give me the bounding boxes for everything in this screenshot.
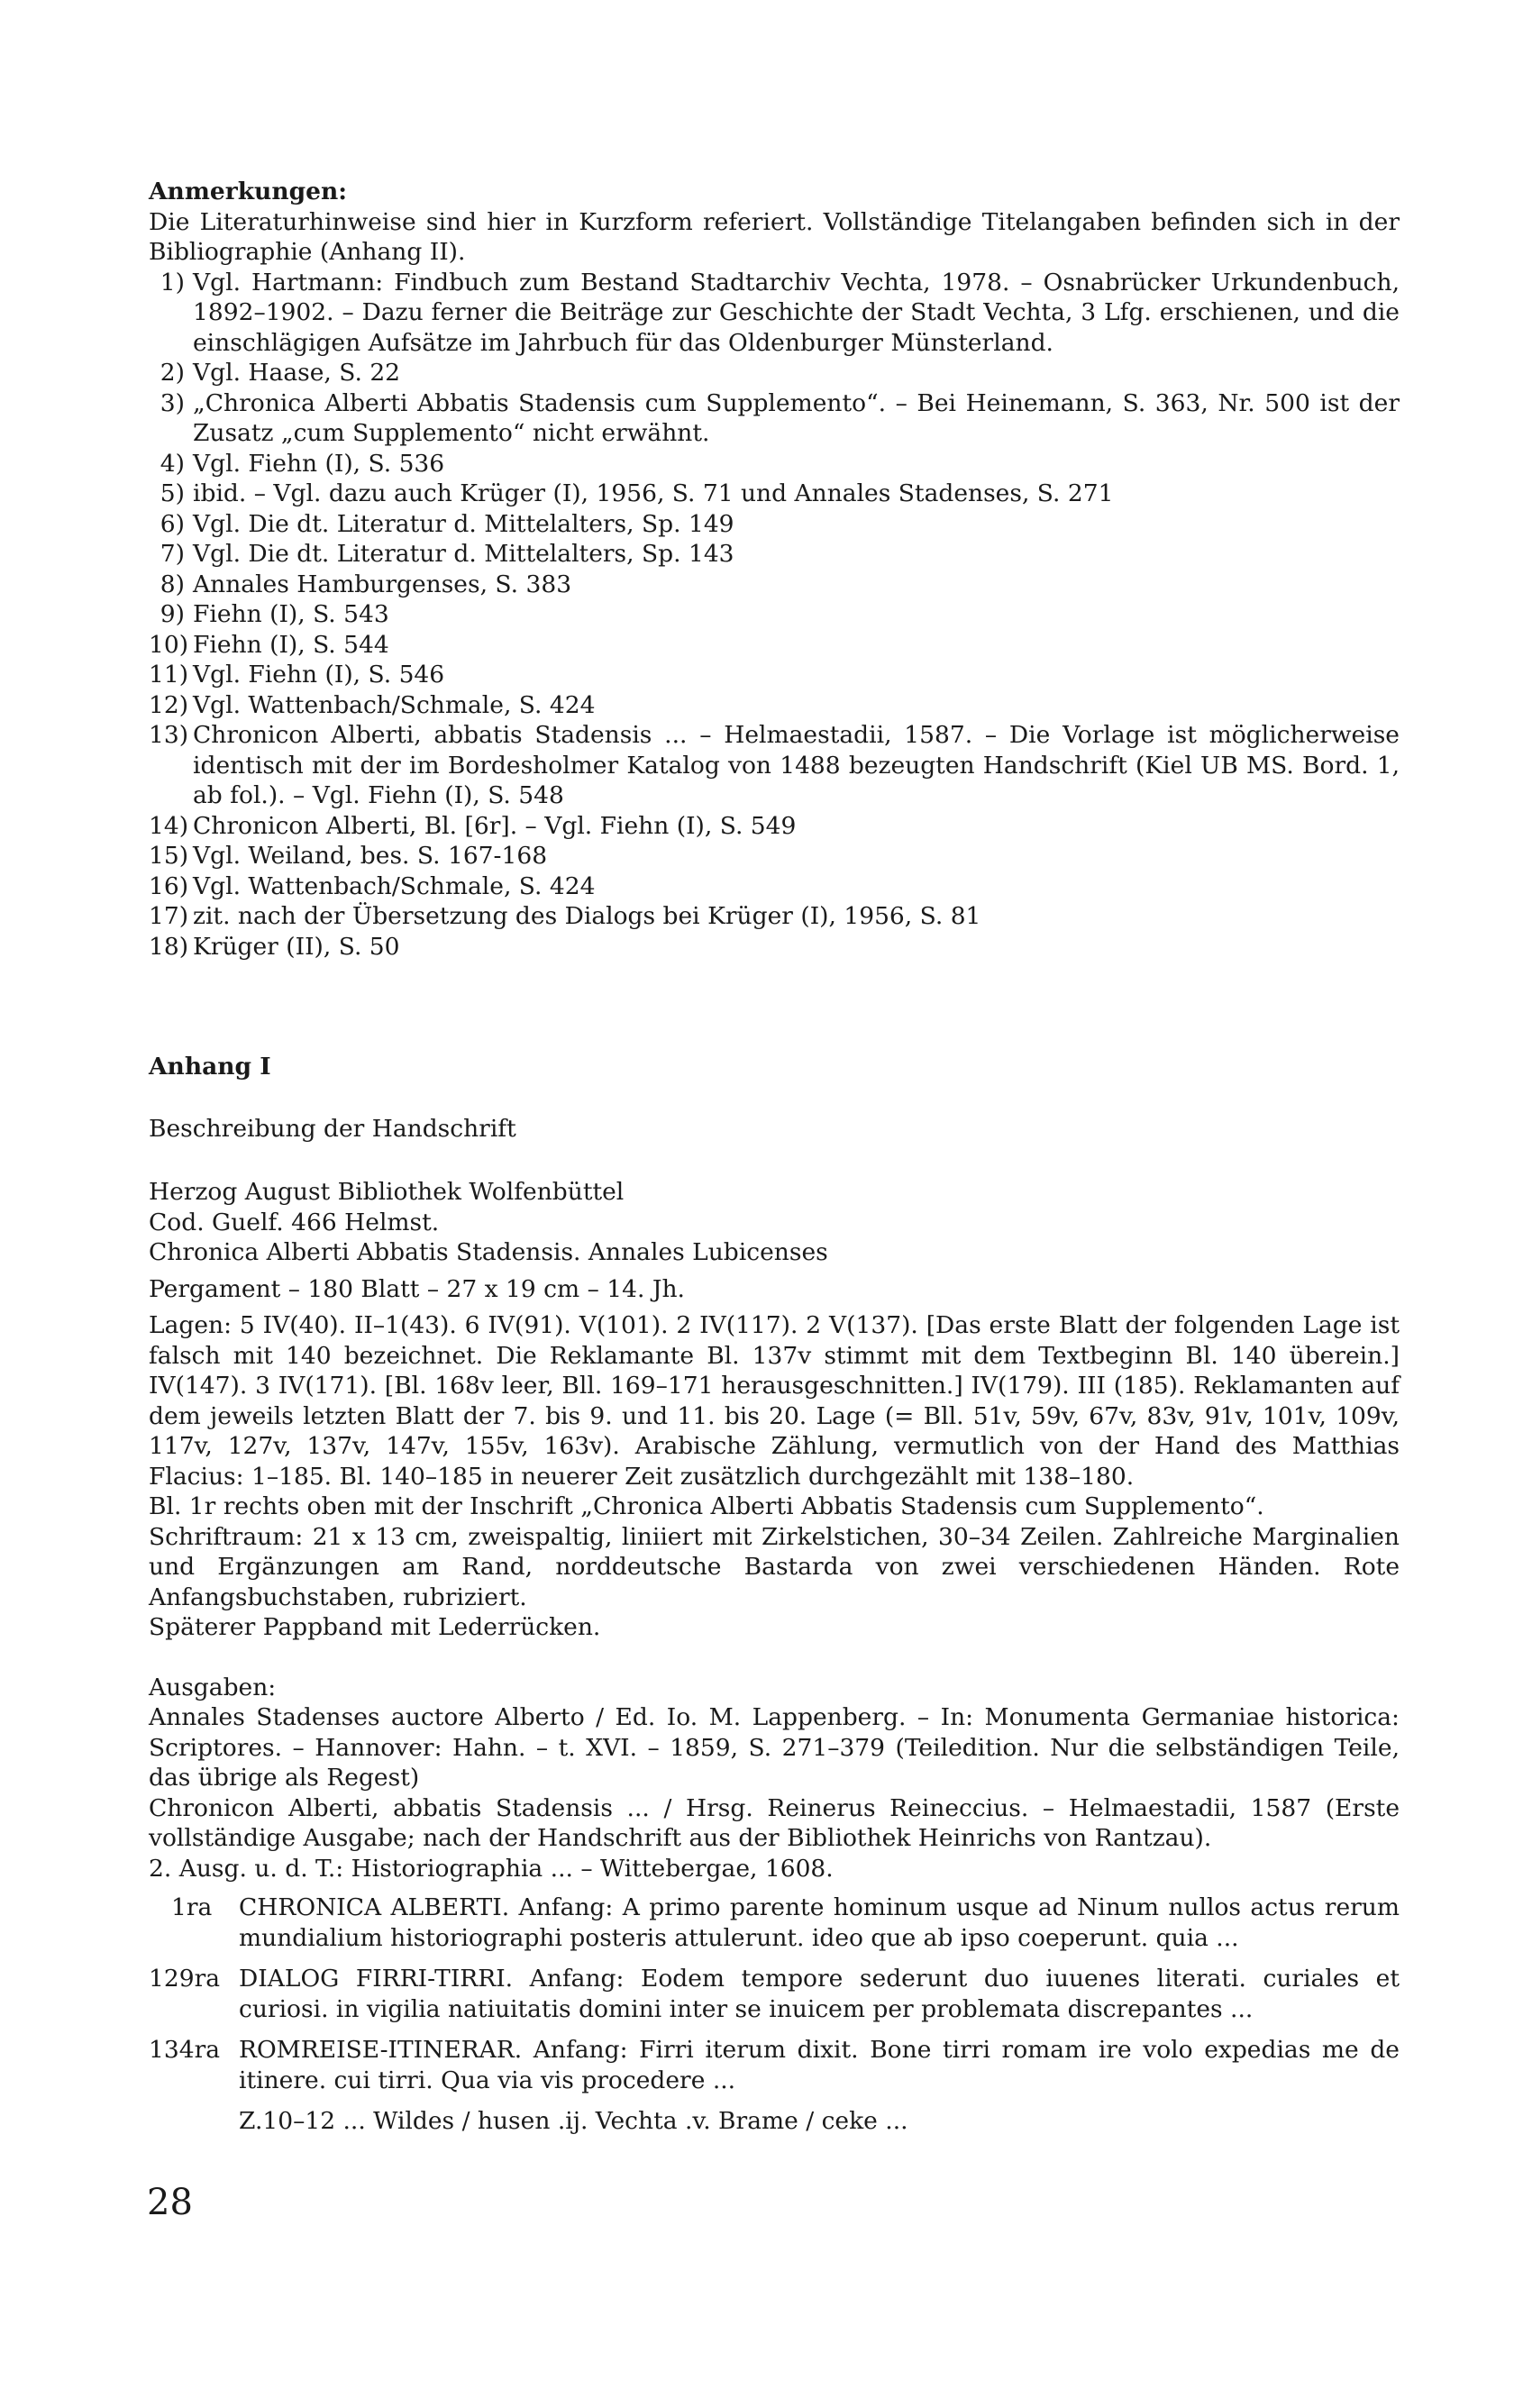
contents-item — [149, 1893, 1400, 1953]
contents-text: ROMREISE-ITINERAR. Anfang: Firri iterum dixit. Bone tirri romam ire volo expedias me de itinere. cui tirri. Qua via vis procedere ... — [239, 2036, 1400, 2094]
contents-text: CHRONICA ALBERTI. Anfang: A primo parente hominum usque ad Ninum nullos actus rerum mundialium historiographi posteris attulerunt. ideo que ab ipso coeperunt. quia ... — [239, 1893, 1400, 1952]
script-area: Schriftraum: 21 x 13 cm, zweispaltig, liniiert mit Zirkelstichen, 30–34 Zeilen. Zahlreiche Marginalien und Ergänzungen am Rand, norddeutsche Bastarda von zwei verschiedenen Händen. Rote Anfangsbuchstaben, rubriziert. — [149, 1522, 1400, 1611]
note-item — [149, 871, 1400, 902]
note-text: zit. nach der Übersetzung des Dialogs bei Krüger (I), 1956, S. 81 — [193, 902, 981, 930]
note-item — [149, 811, 1400, 842]
note-number: 3) — [160, 388, 185, 417]
note-item — [149, 932, 1400, 962]
note-number: 16) — [149, 871, 189, 900]
note-item — [149, 539, 1400, 570]
note-text: ibid. – Vgl. dazu auch Krüger (I), 1956, S. 71 und Annales Stadenses, S. 271 — [193, 479, 1114, 507]
note-text: Chronicon Alberti, Bl. [6r]. – Vgl. Fiehn (I), S. 549 — [193, 811, 797, 840]
note-text: Vgl. Die dt. Literatur d. Mittelalters, Sp. 143 — [193, 540, 734, 568]
note-number: 2) — [160, 359, 185, 387]
folio-number: 129ra — [149, 1965, 221, 1993]
note-text: Krüger (II), S. 50 — [193, 932, 400, 961]
folio-number: 1ra — [171, 1893, 213, 1921]
contents-item — [149, 1964, 1400, 2024]
binding: Späterer Pappband mit Lederrücken. — [149, 1613, 601, 1641]
notes-list — [149, 268, 1400, 962]
notes-heading: Anmerkungen: — [149, 178, 348, 205]
appendix-subheading: Beschreibung der Handschrift — [149, 1114, 516, 1143]
note-number: 14) — [149, 811, 189, 840]
note-text: Vgl. Wattenbach/Schmale, S. 424 — [193, 690, 596, 719]
note-item — [149, 690, 1400, 721]
physical-description: Pergament – 180 Blatt – 27 x 19 cm – 14. Jh. — [149, 1274, 685, 1303]
note-item — [149, 630, 1400, 661]
note-number: 5) — [160, 479, 185, 507]
note-item — [149, 841, 1400, 871]
appendix-section — [149, 1052, 1400, 2137]
contents-item — [149, 2035, 1400, 2095]
note-number: 4) — [160, 449, 185, 478]
note-text: Vgl. Fiehn (I), S. 536 — [193, 449, 445, 478]
note-item — [149, 720, 1400, 811]
note-text: Fiehn (I), S. 543 — [193, 600, 389, 628]
note-number: 13) — [149, 721, 189, 749]
inscription: Bl. 1r rechts oben mit der Inschrift „Chronica Alberti Abbatis Stadensis cum Supplemento“. — [149, 1492, 1264, 1520]
contents-text: DIALOG FIRRI-TIRRI. Anfang: Eodem tempore sederunt duo iuuenes literati. curiales et curiosi. in vigilia natiuitatis domini inter se inuicem per problemata discrepantes ... — [239, 1965, 1400, 2023]
note-number: 7) — [160, 540, 185, 568]
note-text: Vgl. Fiehn (I), S. 546 — [193, 661, 445, 689]
folio-number: 134ra — [149, 2036, 221, 2064]
note-number: 6) — [160, 509, 185, 538]
page-number: 28 — [147, 2182, 193, 2223]
note-number: 8) — [160, 570, 185, 598]
note-item — [149, 388, 1400, 449]
note-number: 18) — [149, 932, 189, 961]
note-number: 10) — [149, 630, 189, 659]
notes-section — [149, 177, 1400, 962]
manuscript-title: Chronica Alberti Abbatis Stadensis. Annales Lubicenses — [149, 1238, 828, 1266]
note-text: „Chronica Alberti Abbatis Stadensis cum Supplemento“. – Bei Heinemann, S. 363, Nr. 500 ist der Zusatz „cum Supplemento“ nicht erwähnt. — [193, 388, 1400, 447]
note-number: 9) — [160, 600, 185, 628]
note-text: Vgl. Wattenbach/Schmale, S. 424 — [193, 871, 596, 900]
note-item — [149, 479, 1400, 509]
note-number: 17) — [149, 902, 189, 930]
note-number: 1) — [160, 268, 185, 296]
editions-heading: Ausgaben: — [149, 1673, 277, 1701]
edition-entry: Annales Stadenses auctore Alberto / Ed. Io. M. Lappenberg. – In: Monumenta Germaniae historica: Scriptores. – Hannover: Hahn. – t. XVI. – 1859, S. 271–379 (Teiledition. Nur die selbständigen Teile, das übrige als Regest) — [149, 1703, 1400, 1792]
note-text: Chronicon Alberti, abbatis Stadensis ... – Helmaestadii, 1587. – Die Vorlage ist möglicherweise identisch mit der im Bordesholmer Katalog von 1488 bezeugten Handschrift (Kiel UB MS. Bord. 1, ab fol.). – Vgl. Fiehn (I), S. 548 — [193, 721, 1400, 809]
note-item — [149, 358, 1400, 388]
appendix-heading: Anhang I — [149, 1053, 271, 1081]
note-item — [149, 599, 1400, 630]
note-number: 15) — [149, 842, 189, 870]
edition-entry: 2. Ausg. u. d. T.: Historiographia ... – Wittebergae, 1608. — [149, 1854, 834, 1883]
note-text: Vgl. Die dt. Literatur d. Mittelalters, Sp. 149 — [193, 509, 734, 538]
library-name: Herzog August Bibliothek Wolfenbüttel — [149, 1178, 625, 1206]
note-text: Vgl. Weiland, bes. S. 167-168 — [193, 842, 548, 870]
note-text: Vgl. Hartmann: Findbuch zum Bestand Stadtarchiv Vechta, 1978. – Osnabrücker Urkundenbuch, 1892–1902. – Dazu ferner die Beiträge zur Geschichte der Stadt Vechta, 3 Lfg. erschienen, und die einschlägigen Aufsätze im Jahrbuch für das Oldenburger Münsterland. — [193, 268, 1400, 357]
note-text: Vgl. Haase, S. 22 — [193, 359, 401, 387]
note-number: 12) — [149, 690, 189, 719]
line-note: Z.10–12 ... Wildes / husen .ij. Vechta .v. Brame / ceke ... — [239, 2107, 908, 2135]
edition-entry: Chronicon Alberti, abbatis Stadensis ... / Hrsg. Reinerus Reineccius. – Helmaestadii, 1587 (Erste vollständige Ausgabe; nach der Handschrift aus der Bibliothek Heinrichs von Rantzau). — [149, 1793, 1400, 1852]
shelfmark: Cod. Guelf. 466 Helmst. — [149, 1208, 440, 1236]
note-item — [149, 449, 1400, 479]
notes-intro: Die Literaturhinweise sind hier in Kurzform referiert. Vollständige Titelangaben befinden sich in der Bibliographie (Anhang II). — [149, 207, 1400, 266]
collation: Lagen: 5 IV(40). II–1(43). 6 IV(91). V(101). 2 IV(117). 2 V(137). [Das erste Blatt der folgenden Lage ist falsch mit 140 bezeichnet. Die Reklamante Bl. 137v stimmt mit dem Textbeginn Bl. 140 überein.] IV(147). 3 IV(171). [Bl. 168v leer, Bll. 169–171 herausgeschnitten.] IV(179). III (185). Reklamanten auf dem jeweils letzten Blatt der 7. bis 9. und 11. bis 20. Lage (= Bll. 51v, 59v, 67v, 83v, 91v, 101v, 109v, 117v, 127v, 137v, 147v, 155v, 163v). Arabische Zählung, vermutlich von der Hand des Matthias Flacius: 1–185. Bl. 140–185 in neuerer Zeit zusätzlich durchgezählt mit 138–180. — [149, 1311, 1400, 1491]
note-number: 11) — [149, 661, 189, 689]
note-item — [149, 570, 1400, 600]
note-item — [149, 660, 1400, 690]
note-item — [149, 509, 1400, 540]
note-item — [149, 268, 1400, 359]
note-text: Annales Hamburgenses, S. 383 — [193, 570, 572, 598]
note-text: Fiehn (I), S. 544 — [193, 630, 389, 659]
note-item — [149, 901, 1400, 932]
